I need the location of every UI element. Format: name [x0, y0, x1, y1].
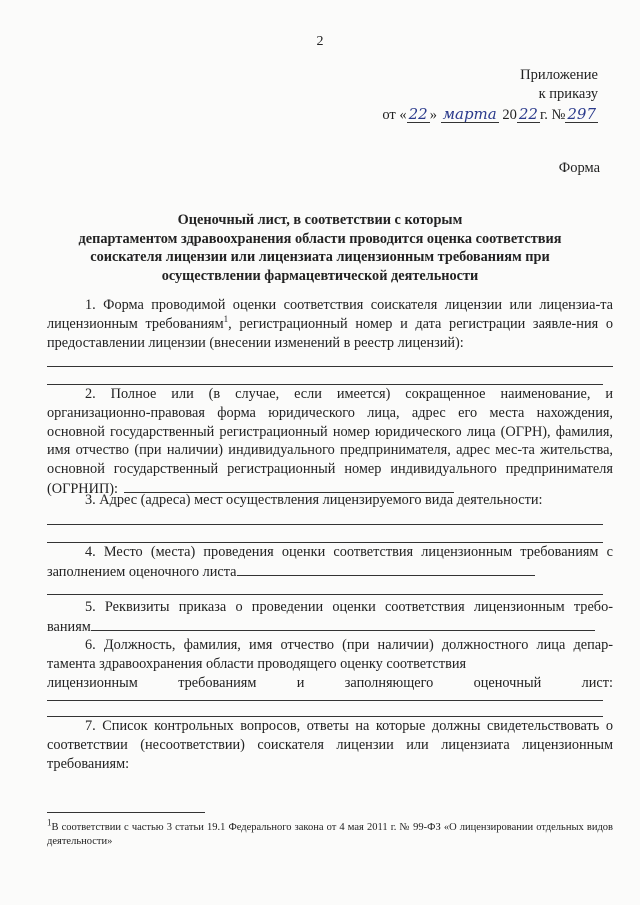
page-number: 2: [316, 34, 324, 49]
item-2: [47, 385, 613, 499]
handwritten-month: марта: [442, 105, 497, 123]
appendix-header: [382, 66, 598, 125]
footnote: [47, 817, 613, 849]
item-5-text-a: 5. Реквизиты приказа о проведении оценки соответствия лицензионным требо-: [85, 599, 613, 615]
title-line4: осуществлении фармацевтической деятельности: [161, 267, 479, 284]
fill-line[interactable]: [47, 524, 603, 525]
fill-line[interactable]: [91, 617, 595, 631]
date-mid: »: [429, 107, 437, 123]
item-5-line1: [47, 598, 613, 617]
item-2-text: 2. Полное или (в случае, если имеется) сокращенное наименование, и организационно-правовая форма юридического лица, адрес его места нахождения, основной государственный регистрационный номер юридического лица (ОГРН), фамилия, имя отчество (при наличии) индивидуального предпринимателя, адрес мес-та жительства, основной государственный регистрационный номер индивидуального предпринимателя (ОГРНИП):: [47, 386, 613, 497]
item-7: [47, 717, 613, 773]
year-end: г.: [539, 107, 548, 123]
year-prefix: 20: [502, 107, 517, 123]
footnote-mark: 1: [47, 817, 52, 828]
date-prefix: от «: [382, 107, 407, 123]
fill-line[interactable]: [237, 562, 535, 576]
form-label: Форма: [558, 160, 600, 176]
footnote-divider: [47, 812, 205, 813]
document-title: [40, 211, 600, 285]
item-7-text: 7. Список контрольных вопросов, ответы на которые должны свидетельствовать о соответствии (несоответствии) соискателя лицензии или лицензиата лицензионным требованиям:: [47, 718, 613, 772]
title-line2: департаментом здравоохранения области проводится оценка соответствия: [78, 230, 562, 247]
item-5-line2: [47, 617, 613, 637]
fill-line[interactable]: [47, 366, 613, 367]
item-1-text-a: 1. Форма проводимой оценки соответствия соискателя лицензии или лицензиа-та лицензионным требованиям: [47, 297, 613, 332]
footnote-ref: 1: [223, 314, 229, 325]
item-6: [47, 636, 613, 674]
appendix-date-line: [382, 106, 598, 125]
fill-line[interactable]: [47, 700, 603, 701]
fill-line[interactable]: [47, 594, 603, 595]
item-3: [47, 491, 613, 510]
item-3-text: 3. Адрес (адреса) мест осуществления лицензируемого вида деятельности:: [85, 492, 543, 508]
handwritten-year: 22: [518, 105, 538, 123]
handwritten-order-number: 297: [567, 105, 596, 123]
appendix-line2: к приказу: [538, 86, 598, 102]
appendix-line1: Приложение: [520, 67, 598, 83]
item-1-text-b: , регистрационный номер и дата регистрации заявле-ния о предоставлении лицензии (внесении изменений в реестр лицензий):: [47, 315, 613, 351]
number-label: №: [551, 107, 566, 123]
item-6-text-b: лицензионным требованиям и заполняющего оценочный лист:: [47, 675, 613, 691]
item-1: [47, 296, 613, 352]
item-5-text-b: ваниям: [47, 619, 91, 635]
title-line3: соискателя лицензии или лицензиата лицензионным требованиям при: [90, 249, 550, 265]
item-4-text: 4. Место (места) проведения оценки соответствия лицензионным требованиям с заполнением оценочного листа: [47, 544, 613, 580]
item-6-line3: [47, 674, 613, 693]
title-line1: Оценочный лист, в соответствии с которым: [177, 212, 463, 228]
footnote-text: В соответствии с частью 3 статьи 19.1 Федерального закона от 4 мая 2011 г. № 99-ФЗ «О лицензировании отдельных видов деятельности»: [47, 822, 613, 847]
item-4: [47, 543, 613, 582]
item-6-text-a: 6. Должность, фамилия, имя отчество (при наличии) должностного лица депар-тамента здравоохранения области проводящего оценку соответствия: [47, 637, 613, 672]
handwritten-day: 22: [408, 105, 428, 123]
